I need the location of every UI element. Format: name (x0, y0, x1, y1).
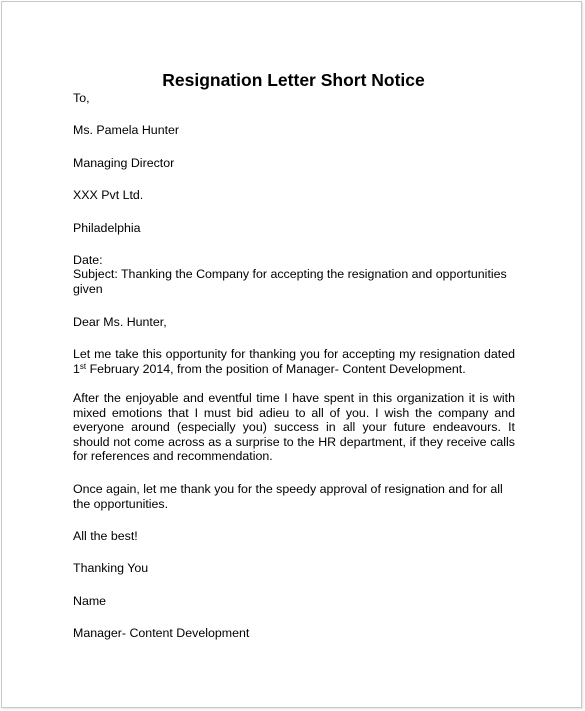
signature-title: Manager- Content Development (73, 626, 250, 640)
letter-page (1, 1, 582, 708)
paragraph-3: Once again, let me thank you for the speedy approval of resignation and for all the opportunities. (73, 482, 503, 511)
to-line: To, (73, 91, 90, 105)
salutation: Dear Ms. Hunter, (73, 315, 167, 329)
closing-all-the-best: All the best! (73, 529, 138, 543)
recipient-title: Managing Director (73, 156, 175, 170)
signature-name: Name (73, 594, 107, 608)
paragraph-1-ordinal: st (79, 361, 87, 371)
paragraph-1-text-b: February 2014, from the position of Manager- Content Development. (86, 361, 466, 376)
company-name: XXX Pvt Ltd. (73, 188, 144, 202)
letter-title: Resignation Letter Short Notice (162, 70, 425, 90)
recipient-name: Ms. Pamela Hunter (73, 123, 180, 137)
paragraph-2: After the enjoyable and eventful time I have spent in this organization it is with mixed emotions that I must bid adieu to all of you. I wish the company and everyone around (especially you) success in all your future endeavours. It should not come across as a surprise to the HR department, if they receive calls for references and recommendation. (73, 391, 515, 464)
date-label: Date: (73, 253, 103, 267)
paragraph-1-text-a: Let me take this opportunity for thanking you for accepting my resignation dated 1 (73, 347, 515, 376)
subject-line: Subject: Thanking the Company for accepting the resignation and opportunities given (73, 267, 507, 296)
paragraph-1 (73, 347, 515, 376)
closing-thanking-you: Thanking You (73, 561, 149, 575)
city: Philadelphia (73, 221, 141, 235)
